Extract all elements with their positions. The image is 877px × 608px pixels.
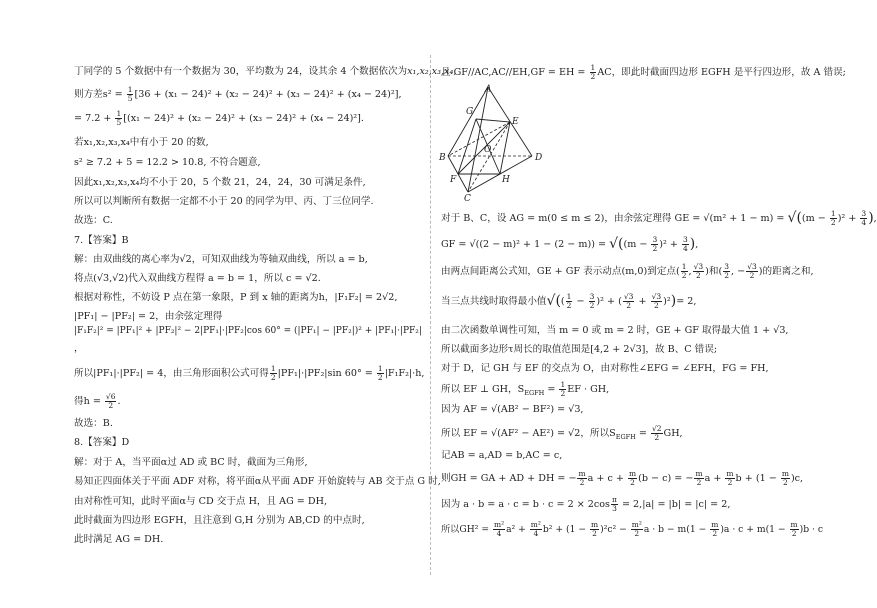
text-line	[441, 521, 823, 538]
fraction	[566, 293, 573, 310]
denominator: 2	[590, 72, 596, 81]
fraction	[590, 521, 599, 538]
fraction	[611, 496, 618, 513]
label-C: C	[464, 194, 471, 204]
numerator: m	[781, 469, 789, 478]
numerator: 1	[127, 85, 133, 94]
text: =	[635, 428, 650, 439]
fraction	[790, 521, 799, 538]
fraction	[623, 293, 635, 310]
fraction	[682, 236, 689, 253]
text: 当三点共线时取得最小值	[441, 296, 547, 307]
text-line: |F₁F₂|² = |PF₁|² + |PF₂|² − 2|PF₁|·|PF₂|cos 60° = (|PF₁| − |PF₂|)² + |PF₁|·|PF₂|	[74, 326, 422, 336]
fraction	[530, 521, 542, 538]
fraction	[105, 393, 117, 410]
text-line	[441, 425, 683, 444]
numerator: m	[695, 469, 703, 478]
denominator: 2	[566, 301, 572, 310]
denominator: 2	[377, 373, 383, 382]
column-divider	[430, 55, 431, 575]
text-line	[74, 65, 456, 78]
text: 则GH = GA + AD + DH = −	[441, 473, 577, 484]
denominator: 5	[127, 94, 133, 103]
denominator: 2	[654, 433, 660, 442]
numerator: 3	[682, 235, 688, 244]
numerator: 1	[830, 209, 836, 218]
subscript: EGFH	[524, 388, 545, 397]
text: AC，即此时截面四边形 EGFH 是平行四边形，故 A 错误;	[597, 67, 846, 78]
text-line: 因为 AF = √(AB² − BF²) = √3,	[441, 404, 584, 415]
text-line: GF = √((2 − m)² + 1 − (2 − m)) = √((m − $\frac{3}{2}$ )² + $\frac{3}{4}$ ),	[441, 235, 699, 253]
denominator: 2	[782, 478, 788, 487]
label-O: O	[484, 145, 492, 155]
denominator: 5	[116, 118, 122, 127]
denominator: 2	[652, 244, 658, 253]
text-line: 解：由双曲线的离心率为√2，可知双曲线为等轴双曲线，所以 a = b,	[74, 254, 368, 265]
label-G: G	[466, 107, 474, 117]
numerator: √3	[651, 292, 662, 301]
text-line: 记AB = a,AD = b,AC = c,	[441, 450, 563, 461]
fraction	[651, 293, 663, 310]
text-line	[74, 365, 424, 382]
text: = 2,|a| = |b| = |c| = 2,	[618, 499, 731, 510]
denominator: 2	[626, 301, 632, 310]
numerator: 1	[681, 262, 687, 271]
math: x₁,x₂,x₃,x₄,	[407, 66, 457, 77]
text-line: 得h = $\frac{√6}{2}$ .	[74, 392, 121, 410]
numerator: m	[726, 469, 734, 478]
text: 所以GH² =	[441, 524, 492, 535]
text-line	[441, 64, 846, 81]
text-line: 若x₁,x₂,x₃,x₄中有小于 20 的数,	[74, 137, 209, 148]
denominator: 2	[712, 529, 718, 538]
label-B: B	[439, 153, 446, 163]
edge-AB	[448, 87, 488, 156]
fraction	[115, 110, 122, 127]
fraction	[651, 425, 663, 442]
text: 且 GF//AC,AC//EH,GF = EH =	[441, 67, 589, 78]
text: 所以|PF₁|·|PF₂| = 4，由三角形面积公式可得	[74, 368, 269, 379]
tetrahedron-figure	[440, 82, 550, 202]
numerator: m	[628, 469, 637, 478]
subscript: EGFH	[615, 432, 636, 441]
text-line: 由二次函数单调性可知，当 m = 0 或 m = 2 时，GE + GF 取得最大值 1 + √3,	[441, 325, 789, 336]
denominator: 2	[724, 271, 730, 280]
text: GH,	[663, 428, 683, 439]
fraction	[781, 470, 790, 487]
denominator: 4	[496, 529, 502, 538]
denominator: 2	[108, 401, 114, 410]
text: = 7.2 +	[74, 113, 115, 124]
text: 由两点间距离公式知，GE + GF 表示动点(m,0)到定点	[441, 266, 677, 277]
denominator: 2	[592, 529, 597, 538]
numerator: √3	[747, 262, 757, 271]
fraction	[577, 470, 586, 487]
numerator: √6	[105, 392, 116, 401]
fraction	[270, 365, 277, 382]
numerator: √3	[693, 262, 704, 271]
text: 的距离之和,	[762, 266, 814, 277]
numerator: √2	[651, 424, 662, 433]
label-E: E	[512, 117, 519, 127]
text: 则方差s² =	[74, 89, 126, 100]
text: b + (1 −	[735, 473, 780, 484]
text-line: 由两点间距离公式知，GE + GF 表示动点(m,0)到定点( $\frac{1}{2}$ , $\frac{√3}{2}$ )和( $\frac{3}{2}$ , − $\frac{√3}{2}$ )的距离之和,	[441, 262, 814, 280]
numerator: m²	[631, 520, 642, 529]
denominator: 2	[630, 478, 635, 487]
text-line: 由对称性可知，此时平面α与 CD 交于点 H，且 AG = DH,	[74, 496, 328, 507]
fraction	[127, 86, 134, 103]
text: = 2,	[676, 296, 697, 307]
text-line: 当三点共线时取得最小值√(( $\frac{1}{2}$ − $\frac{3}{2}$ )² + ( $\frac{√3}{2}$ + $\frac{√3}{2}$ )²)= 2,	[441, 292, 697, 310]
text: )b · c	[799, 524, 824, 535]
numerator: 1	[560, 380, 566, 389]
numerator: 1	[566, 292, 572, 301]
text: )a · c + m(1 −	[720, 524, 789, 535]
fraction	[860, 210, 867, 227]
numerator: π	[611, 495, 617, 504]
text-line: 此时截面为四边形 EGFH，且注意到 G,H 分别为 AB,CD 的中点时,	[74, 515, 365, 526]
text-line: 所以截面多边形τ周长的取值范围是[4,2 + 2√3]，故 B、C 错误;	[441, 344, 718, 355]
text-line	[441, 496, 730, 513]
fraction	[590, 64, 597, 81]
text-line: 将点(√3,√2)代入双曲线方程得 a = b = 1，所以 c = √2.	[74, 273, 321, 284]
denominator: 3	[612, 504, 617, 513]
fraction	[589, 293, 596, 310]
label-A: A	[485, 84, 492, 95]
segment-EB-hidden	[448, 122, 510, 156]
text: a · b − m(1 −	[643, 524, 710, 535]
fraction	[559, 381, 566, 398]
label-H: H	[502, 175, 510, 185]
text: a² +	[506, 524, 529, 535]
denominator: 4	[533, 529, 539, 538]
fraction	[830, 210, 837, 227]
fraction	[628, 470, 637, 487]
text-line: 故选：B.	[74, 418, 113, 429]
text-line: 对于 D，记 GH 与 EF 的交点为 O，由对称性∠EFG = ∠EFH，FG = FH,	[441, 363, 769, 374]
denominator: 2	[270, 373, 276, 382]
fraction	[681, 263, 688, 280]
numerator: 1	[270, 364, 276, 373]
text: a + c +	[587, 473, 627, 484]
text: 所以 EF = √(AF² − AE²) = √2，所以S	[441, 428, 616, 439]
text-line: 因此x₁,x₂,x₃,x₄均不小于 20，5 个数 21，24，24，30 可满足条件,	[74, 177, 366, 188]
text: b² + (1 −	[542, 524, 589, 535]
numerator: m	[590, 520, 599, 529]
fraction	[631, 521, 643, 538]
text: (b − c) = −	[638, 473, 694, 484]
fraction	[377, 365, 384, 382]
fraction	[723, 263, 730, 280]
text: )²c² −	[600, 524, 630, 535]
numerator: 1	[116, 109, 122, 118]
text-line: 根据对称性，不妨设 P 点在第一象限，P 到 x 轴的距离为h，|F₁F₂| = 2√2,	[74, 292, 398, 303]
text-line: 故选：C.	[74, 215, 113, 226]
numerator: 3	[652, 235, 658, 244]
edge-AD	[488, 87, 532, 156]
segment-EH	[500, 122, 510, 174]
numerator: √3	[623, 292, 634, 301]
denominator: 2	[727, 478, 733, 487]
denominator: 2	[749, 271, 755, 280]
label-D: D	[535, 153, 543, 163]
numerator: m	[578, 469, 586, 478]
text-line	[74, 86, 402, 103]
numerator: m²	[530, 520, 541, 529]
fraction	[694, 470, 703, 487]
text-line	[441, 381, 609, 400]
denominator: 2	[653, 301, 659, 310]
fraction	[651, 236, 658, 253]
text-line: ，	[74, 343, 84, 354]
denominator: 2	[791, 529, 797, 538]
denominator: 4	[861, 218, 867, 227]
denominator: 2	[634, 529, 640, 538]
text: a +	[704, 473, 725, 484]
text: |PF₁|·|PF₂|sin 60° =	[277, 368, 376, 379]
numerator: 1	[590, 63, 596, 72]
text-line: 对于 B、C，设 AG = m(0 ≤ m ≤ 2)，由余弦定理得 GE = √(m² + 1 − m) = √((m − $\frac{1}{2}$ )² + $\frac{3}{4}$ ),	[441, 209, 877, 227]
text: 因为 a · b = a · c = b · c = 2 × 2cos	[441, 499, 610, 510]
text: 所以 EF ⊥ GH，S	[441, 384, 525, 395]
numerator: 3	[724, 262, 730, 271]
answer-heading: 7.【答案】B	[74, 235, 129, 246]
text-line: 解：对于 A，当平面α过 AD 或 BC 时，截面为三角形,	[74, 457, 308, 468]
fraction	[746, 263, 758, 280]
fraction	[725, 470, 734, 487]
text-line: 易知正四面体关于平面 ADF 对称，将平面α从平面 ADF 开始旋转与 AB 交于点 G 时,	[74, 476, 441, 487]
text: GF = √((2 − m)² + 1 − (2 − m)) =	[441, 239, 610, 250]
text-line	[441, 470, 803, 487]
numerator: 3	[861, 209, 867, 218]
numerator: 1	[377, 364, 383, 373]
denominator: 2	[560, 389, 566, 398]
text: 得h =	[74, 396, 104, 407]
text: [36 + (x₁ − 24)² + (x₂ − 24)² + (x₃ − 24)² + (x₄ − 24)²],	[134, 89, 402, 100]
text: 对于 B、C，设 AG = m(0 ≤ m ≤ 2)，由余弦定理得 GE = √(m² + 1 − m) =	[441, 213, 788, 224]
text-line: s² ≥ 7.2 + 5 = 12.2 > 10.8, 不符合题意,	[74, 157, 261, 168]
numerator: m	[790, 520, 798, 529]
denominator: 2	[830, 218, 836, 227]
denominator: 4	[682, 244, 688, 253]
text: )c,	[790, 473, 804, 484]
denominator: 2	[579, 478, 585, 487]
text-line: 所以可以判断所有数据一定都不小于 20 的同学为甲、丙、丁三位同学.	[74, 196, 374, 207]
denominator: 2	[589, 301, 595, 310]
fraction	[693, 263, 705, 280]
text: 和	[708, 266, 719, 277]
text: 丁同学的 5 个数据中有一个数据为 30，平均数为 24，设其余 4 个数据依次为	[74, 66, 408, 77]
text-line: |PF₁| − |PF₂| = 2，由余弦定理得	[74, 311, 223, 322]
text: |F₁F₂|·h,	[384, 368, 425, 379]
fraction	[710, 521, 719, 538]
numerator: m	[711, 520, 719, 529]
fraction	[493, 521, 505, 538]
text-line: 此时满足 AG = DH.	[74, 534, 164, 545]
text: =	[544, 384, 559, 395]
numerator: m²	[493, 520, 505, 529]
text: [(x₁ − 24)² + (x₂ − 24)² + (x₃ − 24)² + (x₄ − 24)²].	[123, 113, 364, 124]
text: EF · GH,	[567, 384, 610, 395]
answer-heading: 8.【答案】D	[74, 437, 130, 448]
numerator: 3	[589, 292, 595, 301]
label-F: F	[450, 175, 457, 185]
denominator: 2	[696, 271, 701, 280]
denominator: 2	[681, 271, 687, 280]
denominator: 2	[696, 478, 702, 487]
text-line	[74, 110, 364, 127]
